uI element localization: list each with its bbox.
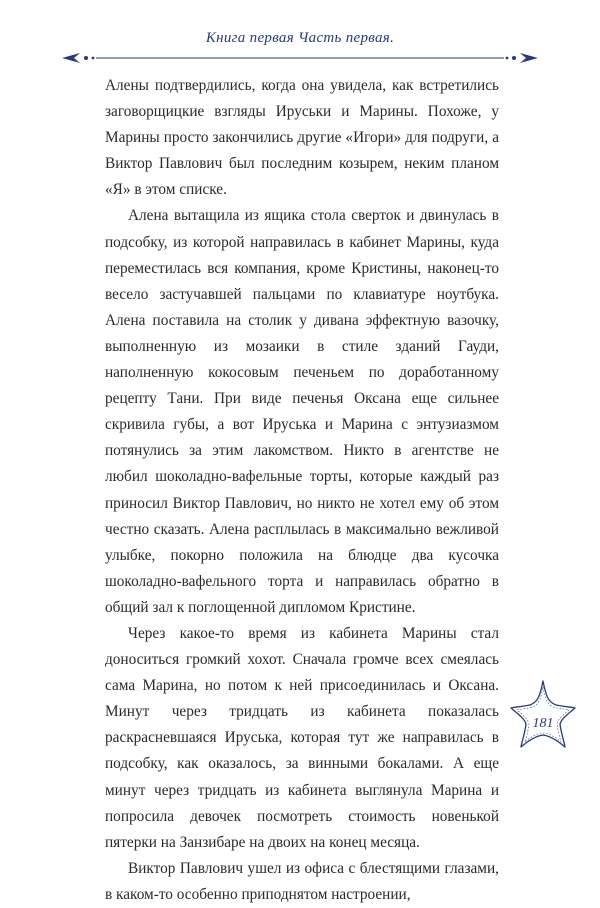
paragraph: Алены подтвердились, когда она увидела, как встретились заговорщицкие взгляды Ируськи и Марины. Похоже, у Марины просто закончились другие «Игори» для подруги, а Виктор Павлович был последним козырем, неким планом «Я» в этом списке. — [105, 77, 499, 199]
paragraph: Алена вытащила из ящика стола сверток и двинулась в подсобку, из которой направилась в кабинет Марины, куда переместилась вся компания, кроме Кристины, наконец-то весело застучавшей пальцами по клавиатуре ноутбука. Алена поставила на столик у дивана эффектную вазочку, выполненную из мозаики в стиле зданий Гауди, наполненную кокосовым печеньем по доработанному рецепту Тани. При виде печенья Оксана еще сильнее скривила губы, а вот Ируська и Марина с энтузиазмом потянулись за этим лакомством. Никто в агентстве не любил шоколадно-вафельные торты, которые каждый раз приносил Виктор Павлович, но никто не хотел ему об этом честно сказать. Алена расплылась в максимально вежливой улыбке, покорно положила на блюдце два кусочка шоколадно-вафельного торта и направилась обратно в общий зал к поглощенной дипломом Кристине. — [105, 207, 499, 616]
page-body — [105, 73, 499, 908]
header-ornament-rule — [60, 50, 540, 66]
paragraph: Через какое-то время из кабинета Марины стал доноситься громкий хохот. Сначала громче всех смеялась сама Марина, но потом к ней присоединилась и Оксана. Минут через тридцать из кабинета показалась раскрасневшаяся Ируська, которая тут же направилась в подсобку, как оказалось, за винными бокалами. А еще минут через тридцать из кабинета выглянула Марина и попросила девочек посмотреть стоимость новенькой пятерки на Занзибаре на двоих на конец месяца. — [105, 624, 499, 851]
header-title: Книга первая Часть первая. — [205, 30, 395, 46]
running-header — [0, 30, 600, 60]
starfish-icon — [508, 678, 578, 750]
paragraph: Виктор Павлович ушел из офиса с блестящими глазами, в каком-то особенно приподнятом настроении, — [105, 859, 499, 903]
page-number: 181 — [532, 716, 554, 731]
